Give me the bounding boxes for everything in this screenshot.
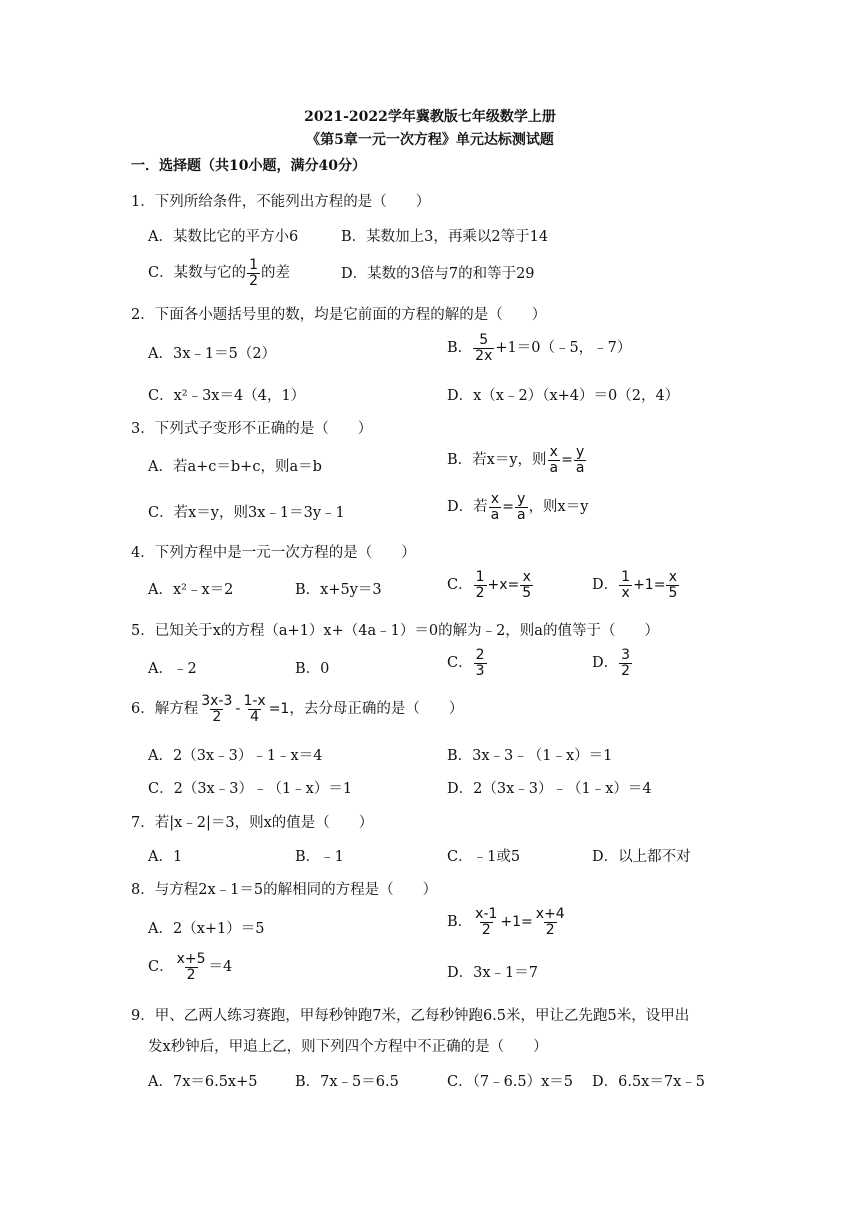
question-9-stem-line2: 发x秒钟后，甲追上乙，则下列四个方程中不正确的是（ ） — [148, 1039, 548, 1055]
question-5-option-b: B．0 — [295, 661, 330, 677]
question-6-option-c: C．2（3x﹣3）﹣（1﹣x）＝1 — [148, 781, 353, 797]
question-1-option-c: C．某数与它的 $\frac{1}{2}$ 的差 — [148, 257, 291, 289]
fraction: $\frac{2}{3}$ — [475, 647, 485, 679]
section-heading: 一．选择题（共10小题，满分40分） — [131, 158, 366, 174]
question-9-option-d: D．6.5x＝7x﹣5 — [592, 1074, 705, 1090]
exam-subtitle: 《第5章一元一次方程》单元达标测试题 — [306, 132, 554, 148]
question-3-stem: 3．下列式子变形不正确的是（ ） — [131, 421, 373, 437]
question-4-option-c: C． $\frac{1}{2}$ +x= $\frac{x}{5}$ — [447, 569, 532, 601]
question-9-stem-line1: 9．甲、乙两人练习赛跑，甲每秒钟跑7米，乙每秒钟跑6.5米，甲让乙先跑5米，设甲出 — [131, 1008, 690, 1024]
fraction: $\frac{x}{a}$ — [490, 491, 500, 523]
question-4-option-d: D． $\frac{1}{x}$ +1= $\frac{x}{5}$ — [592, 569, 678, 601]
question-9-option-b: B．7x﹣5＝6.5 — [295, 1074, 399, 1090]
question-1-option-a: A．某数比它的平方小6 — [148, 229, 299, 245]
fraction: $\frac{x+5}{2}$ — [176, 951, 206, 983]
question-2-option-d: D．x（x﹣2）（x+4）＝0（2，4） — [447, 388, 680, 404]
question-4-stem: 4．下列方程中是一元一次方程的是（ ） — [131, 545, 416, 561]
fraction: $\frac{y}{a}$ — [516, 491, 526, 523]
fraction: $\frac{1-x}{4}$ — [243, 693, 266, 725]
fraction: $\frac{1}{2}$ — [475, 569, 485, 601]
question-5-stem: 5．已知关于x的方程（a+1）x+（4a﹣1）＝0的解为﹣2，则a的值等于（ ） — [131, 623, 659, 639]
question-4-option-b: B．x+5y＝3 — [295, 582, 382, 598]
question-9-option-c: C．（7﹣6.5）x＝5 — [447, 1074, 574, 1090]
question-5-option-d: D． $\frac{3}{2}$ — [592, 647, 631, 679]
fraction: $\frac{x}{5}$ — [522, 569, 532, 601]
fraction: $\frac{x+4}{2}$ — [535, 906, 565, 938]
question-7-option-c: C．﹣1或5 — [447, 849, 521, 865]
question-7-stem: 7．若|x﹣2|＝3，则x的值是（ ） — [131, 815, 374, 831]
question-6-stem: 6．解方程 $\frac{3x-3}{2}$ - $\frac{1-x}{4}$ =1，去分母正确的是（ ） — [131, 693, 464, 725]
question-5-option-a: A．﹣2 — [148, 661, 197, 677]
question-1-stem: 1．下列所给条件，不能列出方程的是（ ） — [131, 194, 431, 210]
question-7-option-a: A．1 — [148, 849, 183, 865]
fraction: $\frac{x-1}{2}$ — [475, 906, 498, 938]
question-8-stem: 8．与方程2x﹣1＝5的解相同的方程是（ ） — [131, 882, 438, 898]
question-2-stem: 2．下面各小题括号里的数，均是它前面的方程的解的是（ ） — [131, 307, 547, 323]
question-6-option-d: D．2（3x﹣3）﹣（1﹣x）＝4 — [447, 781, 652, 797]
question-8-option-d: D．3x﹣1＝7 — [447, 965, 538, 981]
question-8-option-c: C． $\frac{x+5}{2}$ ＝4 — [148, 951, 233, 983]
question-1-option-d: D．某数的3倍与7的和等于29 — [341, 266, 535, 282]
fraction: $\frac{x}{a}$ — [549, 444, 559, 476]
fraction: $\frac{3x-3}{2}$ — [201, 693, 233, 725]
question-3-option-d: D．若 $\frac{x}{a}$ = $\frac{y}{a}$ ，则x＝y — [447, 491, 589, 523]
question-2-option-b: B． $\frac{5}{2x}$ +1＝0（﹣5，﹣7） — [447, 332, 632, 364]
fraction: $\frac{1}{x}$ — [621, 569, 631, 601]
question-3-option-b: B．若x＝y，则 $\frac{x}{a}$ = $\frac{y}{a}$ — [447, 444, 585, 476]
question-5-option-c: C． $\frac{2}{3}$ — [447, 647, 485, 679]
question-8-option-a: A．2（x+1）＝5 — [148, 921, 265, 937]
fraction: $\frac{3}{2}$ — [621, 647, 631, 679]
question-3-option-c: C．若x＝y，则3x﹣1＝3y﹣1 — [148, 505, 345, 521]
question-6-option-a: A．2（3x﹣3）﹣1﹣x＝4 — [148, 748, 323, 764]
fraction: $\frac{x}{5}$ — [668, 569, 678, 601]
question-2-option-c: C．x²﹣3x＝4（4，1） — [148, 388, 306, 404]
fraction: $\frac{1}{2}$ — [249, 257, 259, 289]
question-9-option-a: A．7x＝6.5x+5 — [148, 1074, 258, 1090]
question-6-option-b: B．3x﹣3﹣（1﹣x）＝1 — [447, 748, 613, 764]
question-1-option-b: B．某数加上3，再乘以2等于14 — [341, 229, 549, 245]
question-2-option-a: A．3x﹣1＝5（2） — [148, 346, 277, 362]
question-8-option-b: B． $\frac{x-1}{2}$ +1= $\frac{x+4}{2}$ — [447, 906, 565, 938]
fraction: $\frac{5}{2x}$ — [475, 332, 493, 364]
question-3-option-a: A．若a+c＝b+c，则a＝b — [148, 459, 322, 475]
question-7-option-d: D．以上都不对 — [592, 849, 691, 865]
question-4-option-a: A．x²﹣x＝2 — [148, 582, 234, 598]
question-7-option-b: B．﹣1 — [295, 849, 344, 865]
exam-title: 2021-2022学年冀教版七年级数学上册 — [304, 109, 556, 125]
fraction: $\frac{y}{a}$ — [575, 444, 585, 476]
